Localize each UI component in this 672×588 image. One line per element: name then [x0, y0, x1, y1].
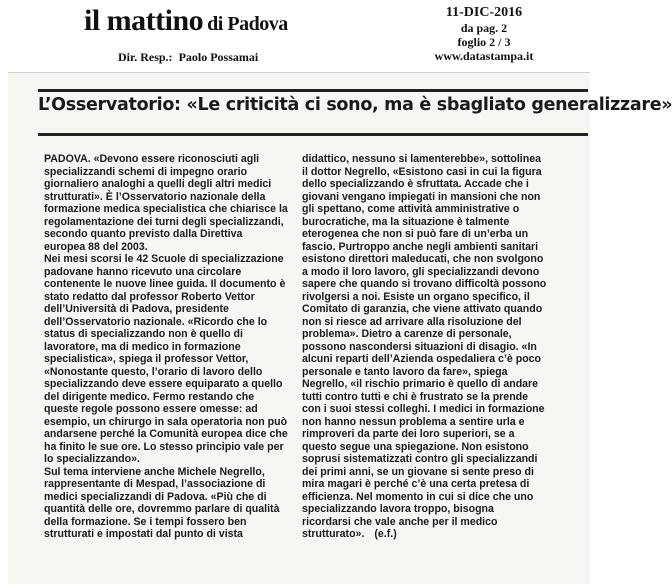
article-text-line: dello specializzando è sfruttata. Accade che i — [302, 178, 529, 190]
clipping-meta — [414, 4, 554, 63]
article-text-line: del dirigente medico. Fermo restando che — [44, 390, 255, 403]
article-text-line: Comitato di garanzia, che viene attivato quando — [302, 303, 543, 315]
article-text-line: strutturati». È l’Osservatorio nazionale della — [44, 190, 266, 203]
article-text-line: problema». Dietro a carenze di personale, — [302, 328, 512, 340]
director-line — [118, 50, 258, 65]
article-column-left — [44, 153, 292, 541]
article-text-line: PADOVA. «Devono essere riconosciuti agli — [44, 153, 260, 165]
article-text-line: giornaliero analoghi a quelli degli altri medici — [44, 178, 272, 190]
article-text-line: status di specializzando non è quello di — [44, 328, 243, 340]
article-text-line: Nei mesi scorsi le 42 Scuole di specializzazione — [44, 253, 284, 265]
article-text-line: medici specializzandi di Padova. «Più che di — [44, 490, 267, 503]
article-text-line: strutturati e impostati dal punto di vista — [44, 528, 243, 540]
article-text-line: dell’Università di Padova, presidente — [44, 303, 229, 315]
article-text-line: secondo quanto previsto dalla Direttiva — [44, 228, 243, 240]
article-text-line: europea 88 del 2003. — [44, 240, 148, 253]
article-text-line: gli spettano, come attività amministrative o — [302, 203, 520, 215]
article-text-line: stato redatto dal professor Roberto Vettor — [44, 290, 255, 303]
masthead — [0, 0, 594, 70]
article-text-line: contenente le nuove linee guida. Il documento è — [44, 278, 286, 290]
article-text-line: andarsene perché la Comunità europea dice che — [44, 428, 288, 440]
headline-rule-top — [38, 89, 588, 92]
article-text-line: specialistica», spiega il professor Vettor, — [44, 353, 249, 365]
source-page: da pag. 2 — [460, 21, 508, 35]
article-text-line: sapere che quando si trovano difficoltà possono — [302, 278, 547, 290]
website-link[interactable]: www.datastampa.it — [434, 49, 534, 63]
article-text-line: possono nascondersi situazioni di disagio. «In — [302, 340, 537, 353]
article-text-line: giovani vengano impiegati in mansioni che non — [302, 190, 541, 203]
article-text-line: rivolgersi a noi. Esiste un organo specifico, il — [302, 290, 530, 303]
article-text-line: con i suoi stessi colleghi. I medici in formazione — [302, 403, 545, 415]
article-text-line: rappresentante di Mespad, l’associazione di — [44, 478, 266, 490]
article-byline: (e.f.) — [374, 528, 397, 540]
article-text-line: lo specializzando». — [44, 453, 140, 465]
article-text-line: quantità delle ore, dovremmo parlare di qualità — [44, 503, 280, 515]
article-text-line: non hanno nessun problema a sentire urla e — [302, 415, 525, 428]
article-text-line: esempio, un chirurgo in sala operatoria non può — [44, 415, 288, 428]
article-text-line: il dottor Negrello, «Esistono casi in cui la figura — [302, 165, 542, 178]
article-text-line: efficienza. Nel momento in cui si dice che uno — [302, 490, 534, 503]
article-text-line: burocratiche, ma la situazione è talmente — [302, 215, 510, 228]
article-text-line: soprusi sistematizzati contro gli specializzandi — [302, 453, 538, 465]
director-name: Paolo Possamai — [178, 50, 259, 64]
article-text-line: didattico, nessuno si lamenterebbe», sottolinea — [302, 153, 542, 165]
article-text-line: eterogenea che non si può fare di un’erba un — [302, 228, 529, 240]
article-column-right — [302, 153, 564, 541]
article-text-line: ha finito le sue ore. Lo stesso principio vale per — [44, 440, 284, 453]
article-text-line: lavoratore, ma di medico in formazione — [44, 340, 241, 353]
article-text-line: mira magari è perché c’è una certa pretesa di — [302, 478, 530, 490]
publication-date: 11-DIC-2016 — [445, 5, 523, 20]
newspaper-logo — [84, 4, 288, 38]
article-clipping — [8, 72, 672, 584]
logo-text: il mattino — [84, 4, 204, 37]
article-text-line: strutturato». (e.f.) — [302, 528, 397, 540]
article-text-line: alcuni reparti dell’Azienda ospedaliera c’è poco — [302, 353, 542, 365]
article-text-line: «Nonostante questo, l’orario di lavoro dello — [44, 365, 263, 378]
article-text-line: non si riesce ad arrivare alla risoluzione del — [302, 315, 522, 328]
logo-edition: di Padova — [207, 13, 288, 35]
article-text-line: regolamentazione dei turni degli specializzandi, — [44, 215, 284, 228]
article-text-line: padovane hanno ricevuto una circolare — [44, 265, 242, 278]
article-text-line: tutti contro tutti e chi è frustrato se la prende — [302, 390, 529, 403]
article-text-line: dei primi anni, se un giovane si sente preso di — [302, 465, 534, 478]
article-text-line: specializzando deve essere equiparato a quello — [44, 378, 283, 390]
article-text-line: ricordarsi che vale anche per il medico — [302, 515, 498, 528]
headline-rule-bottom — [38, 133, 588, 136]
article-text-line: rimproveri da parte dei loro superiori, se a — [302, 428, 515, 440]
article-text-line: a modo il loro lavoro, gli specializzandi devono — [302, 265, 540, 278]
article-text-line: formazione medica specialistica che chiarisce la — [44, 203, 288, 215]
article-text-line: Sul tema interviene anche Michele Negrello, — [44, 465, 265, 478]
director-label: Dir. Resp.: — [118, 50, 173, 64]
article-headline: L’Osservatorio: «Le criticità ci sono, ma è sbagliato generalizzare» — [38, 95, 672, 115]
article-text-line: specializzando lavora troppo, bisogna — [302, 503, 494, 515]
article-text-line: della formazione. Se i tempi fossero ben — [44, 515, 247, 528]
article-text-line: dell’Osservatorio nazionale. «Ricordo che lo — [44, 315, 268, 328]
article-text-line: specializzandi schemi di impegno orario — [44, 165, 248, 178]
article-text-line: questo segue una spiegazione. Non esistono — [302, 440, 529, 453]
article-text-line: personale e tanto lavoro da fare», spiega — [302, 365, 508, 378]
article-text-line: fascio. Purtroppo anche negli ambienti sanitari — [302, 240, 539, 253]
article-text-line: Negrello, «il rischio primario è quello di andare — [302, 378, 539, 390]
article-text-line: esistono direttori maleducati, che non svolgono — [302, 253, 544, 265]
sheet-number: foglio 2 / 3 — [457, 35, 511, 49]
article-text-line: queste regole possono essere omesse: ad — [44, 403, 258, 415]
